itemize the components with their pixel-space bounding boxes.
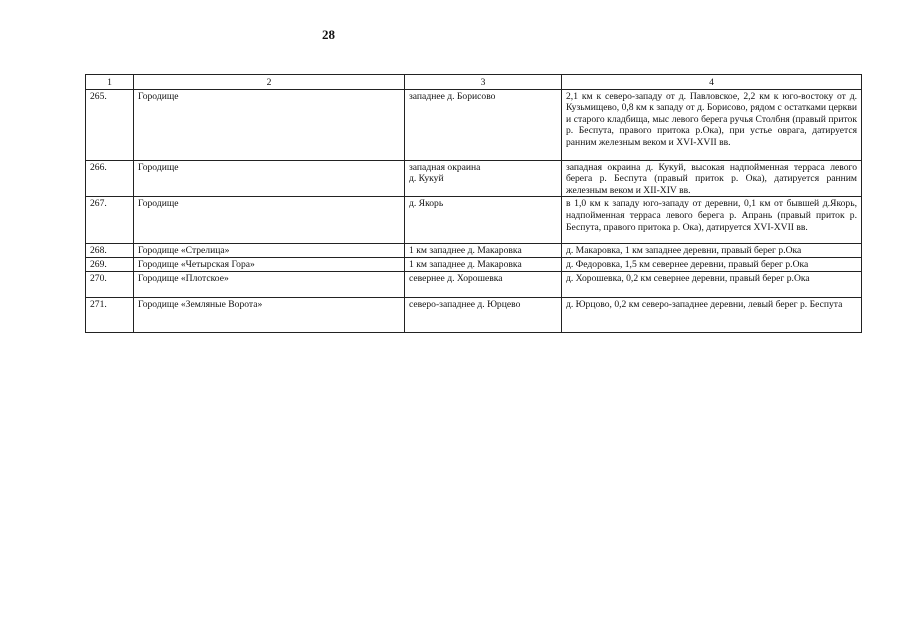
site-location-line: северо-западнее д. Юрцево	[409, 298, 521, 310]
table-row	[86, 271, 862, 297]
column-header-name: 2	[134, 75, 405, 90]
site-description: д. Федоровка, 1,5 км севернее деревни, правый берег р.Ока	[562, 257, 862, 271]
table-row	[86, 257, 862, 271]
column-header-number: 1	[86, 75, 134, 90]
site-location	[405, 244, 562, 258]
site-name: Городище	[134, 89, 405, 160]
site-location	[405, 271, 562, 297]
site-name: Городище «Четырская Гора»	[134, 257, 405, 271]
page-number: 28	[322, 27, 335, 42]
site-location-line: западнее д. Борисово	[409, 90, 496, 102]
table-row	[86, 160, 862, 197]
site-location-line: 1 км западнее д. Макаровка	[409, 258, 522, 270]
table-row	[86, 244, 862, 258]
site-description: д. Хорошевка, 0,2 км севернее деревни, правый берег р.Ока	[562, 271, 862, 297]
row-number: 269.	[86, 257, 134, 271]
row-number: 265.	[86, 89, 134, 160]
site-name: Городище	[134, 197, 405, 244]
site-location-line: западная окраина	[409, 161, 481, 173]
heritage-sites-table	[85, 74, 862, 333]
site-name: Городище «Земляные Ворота»	[134, 297, 405, 332]
site-description: д. Юрцово, 0,2 км северо-западнее деревни, левый берег р. Беспута	[562, 297, 862, 332]
site-location-line: д. Кукуй	[409, 173, 444, 185]
site-location	[405, 297, 562, 332]
column-header-location: 3	[405, 75, 562, 90]
table-header-row	[86, 75, 862, 90]
site-location	[405, 197, 562, 244]
site-location	[405, 89, 562, 160]
row-number: 271.	[86, 297, 134, 332]
site-location-line: д. Якорь	[409, 198, 444, 210]
row-number: 267.	[86, 197, 134, 244]
site-name: Городище	[134, 160, 405, 197]
table-row	[86, 89, 862, 160]
site-location	[405, 160, 562, 197]
site-description: западная окраина д. Кукуй, высокая надпойменная терраса левого берега р. Беспута (правый приток р. Ока), датируется ранним железным веком и XII-XIV вв.	[562, 160, 862, 197]
column-header-description: 4	[562, 75, 862, 90]
site-description: 2,1 км к северо-западу от д. Павловское, 2,2 км к юго-востоку от д. Кузьмищево, 0,8 км к западу от д. Борисово, рядом с остатками церкви и старого кладбища, мыс левого берега ручья Столбня (правый приток р. Беспута, правого притока р.Ока), при устье оврага, датируется ранним железным веком и XVI-XVII вв.	[562, 89, 862, 160]
table-row	[86, 197, 862, 244]
table-row	[86, 297, 862, 332]
site-description: в 1,0 км к западу юго-западу от деревни, 0,1 км от бывшей д.Якорь, надпойменная терраса левого берега р. Апрань (правый приток р. Беспута, правого притока р. Ока), датируется XVI-XVII вв.	[562, 197, 862, 244]
site-name: Городище «Плотское»	[134, 271, 405, 297]
site-location-line: 1 км западнее д. Макаровка	[409, 245, 522, 257]
site-name: Городище «Стрелица»	[134, 244, 405, 258]
row-number: 268.	[86, 244, 134, 258]
site-location	[405, 257, 562, 271]
row-number: 270.	[86, 271, 134, 297]
site-location-line: севернее д. Хорошевка	[409, 272, 503, 284]
row-number: 266.	[86, 160, 134, 197]
site-description: д. Макаровка, 1 км западнее деревни, правый берег р.Ока	[562, 244, 862, 258]
